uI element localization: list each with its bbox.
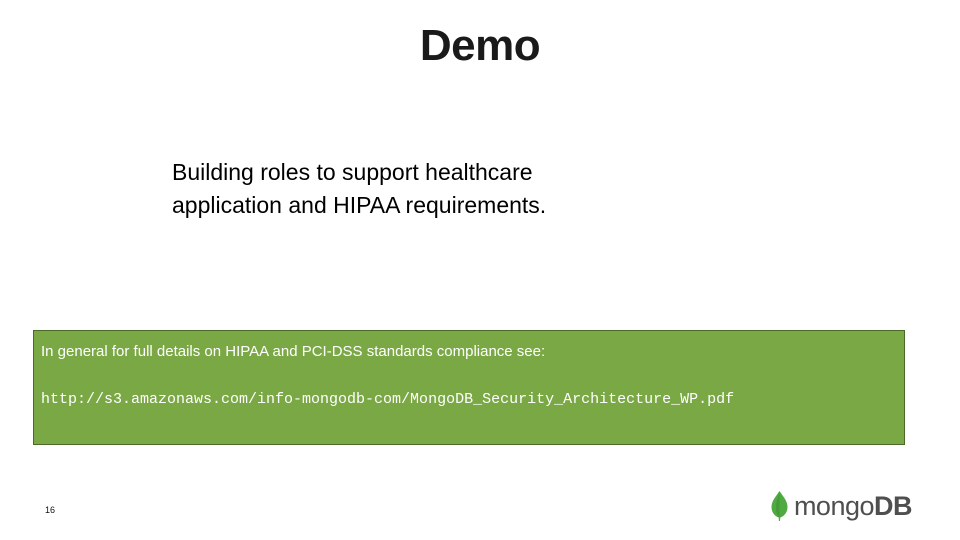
page-number: 16: [45, 505, 56, 515]
callout-link[interactable]: http://s3.amazonaws.com/info-mongodb-com/MongoDB_Security_Architecture_WP.pdf: [41, 391, 735, 408]
logo-text-bold: DB: [874, 490, 912, 521]
body-line-2: application and HIPAA requirements.: [172, 192, 547, 219]
logo-text-light: mongo: [793, 490, 874, 521]
leaf-icon: [771, 491, 788, 521]
body-text: [172, 156, 812, 223]
body-line-1: Building roles to support healthcare: [172, 159, 533, 185]
mongodb-logo: [771, 489, 912, 523]
callout-box: [33, 330, 905, 445]
page-title: Demo: [419, 21, 541, 70]
logo-text: [794, 491, 912, 522]
callout-text: In general for full details on HIPAA and PCI-DSS standards compliance see:: [41, 343, 546, 360]
